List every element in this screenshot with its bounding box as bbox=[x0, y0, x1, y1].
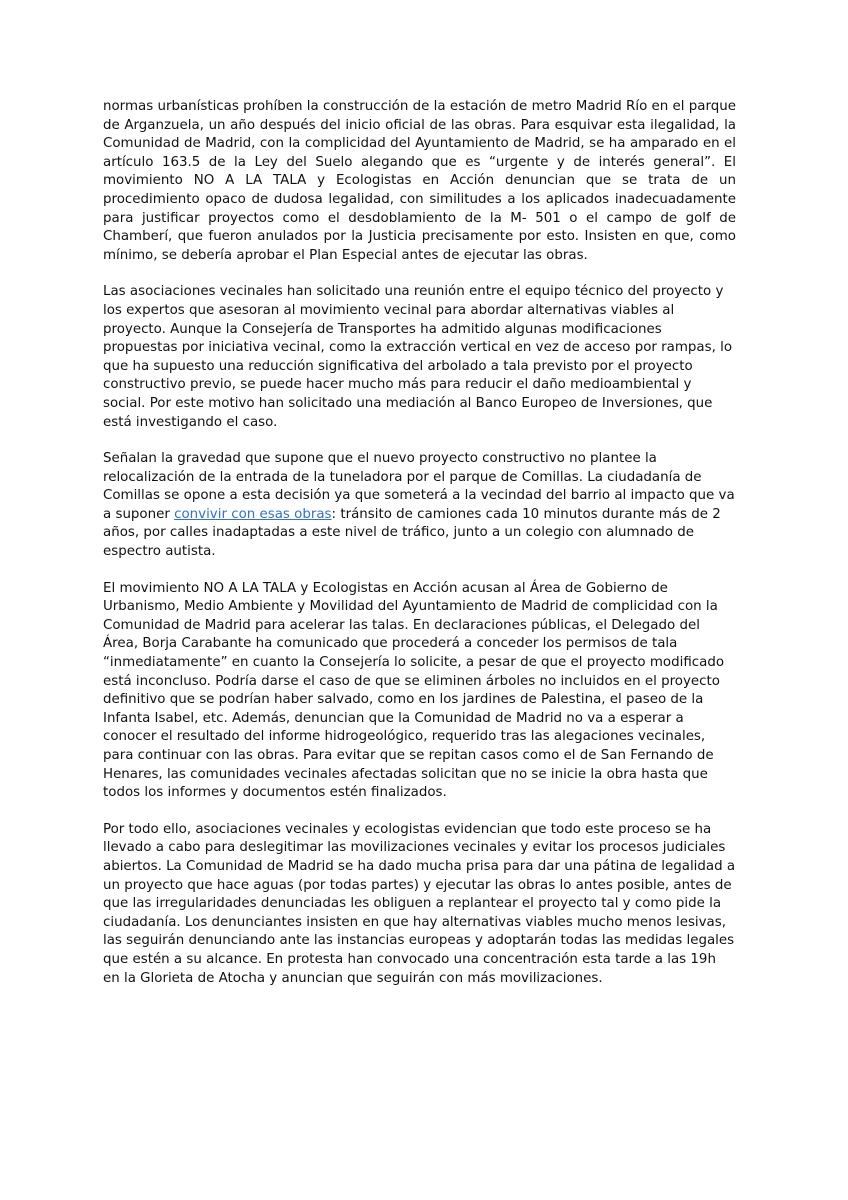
paragraph-5: Por todo ello, asociaciones vecinales y ecologistas evidencian que todo este proceso se ha llevado a cabo para deslegitimar las movilizaciones vecinales y evitar los procesos judiciales abiertos. La Comunidad de Madrid se ha dado mucha prisa para dar una pátina de legalidad a un proyecto que hace aguas (por todas partes) y ejecutar las obras lo antes posible, antes de que las irregularidades denunciadas les obliguen a replantear el proyecto tal y como pide la ciudadanía. Los denunciantes insisten en que hay alternativas viables mucho menos lesivas, las seguirán denunciando ante las instancias europeas y adoptarán todas las medidas legales que estén a su alcance. En protesta han convocado una concentración esta tarde a las 19h en la Glorieta de Atocha y anuncian que seguirán con más movilizaciones. bbox=[103, 821, 736, 986]
document-body bbox=[103, 98, 736, 1006]
paragraph-4: El movimiento NO A LA TALA y Ecologistas en Acción acusan al Área de Gobierno de Urbanismo, Medio Ambiente y Movilidad del Ayuntamiento de Madrid de complicidad con la Comunidad de Madrid para acelerar las talas. En declaraciones públicas, el Delegado del Área, Borja Carabante ha comunicado que procederá a conceder los permisos de tala “inmediatamente” en cuanto la Consejería lo solicite, a pesar de que el proyecto modificado está inconcluso. Podría darse el caso de que se eliminen árboles no incluidos en el proyecto definitivo que se podrían haber salvado, como en los jardines de Palestina, el paseo de la Infanta Isabel, etc. Además, denuncian que la Comunidad de Madrid no va a esperar a conocer el resultado del informe hidrogeológico, requerido tras las alegaciones vecinales, para continuar con las obras. Para evitar que se repitan casos como el de San Fernando de Henares, las comunidades vecinales afectadas solicitan que no se inicie la obra hasta que todos los informes y documentos estén finalizados. bbox=[103, 580, 725, 801]
convivir-con-esas-obras-link[interactable]: convivir con esas obras bbox=[174, 506, 332, 522]
paragraph-1: normas urbanísticas prohíben la construcción de la estación de metro Madrid Río en el parque de Arganzuela, un año después del inicio oficial de las obras. Para esquivar esta ilegalidad, la Comunidad de Madrid, con la complicidad del Ayuntamiento de Madrid, se ha amparado en el artículo 163.5 de la Ley del Suelo alegando que es “urgente y de interés general”. El movimiento NO A LA TALA y Ecologistas en Acción denuncian que se trata de un procedimiento opaco de dudosa legalidad, con similitudes a los aplicados inadecuadamente para justificar proyectos como el desdoblamiento de la M- 501 o el campo de golf de Chamberí, que fueron anulados por la Justicia precisamente por esto. Insisten en que, como mínimo, se debería aprobar el Plan Especial antes de ejecutar las obras. bbox=[103, 99, 736, 263]
paragraph-2: Las asociaciones vecinales han solicitado una reunión entre el equipo técnico del proyecto y los expertos que asesoran al movimiento vecinal para abordar alternativas viables al proyecto. Aunque la Consejería de Transportes ha admitido algunas modificaciones propuestas por iniciativa vecinal, como la extracción vertical en vez de acceso por rampas, lo que ha supuesto una reducción significativa del arbolado a tala previsto por el proyecto constructivo previo, se puede hacer mucho más para reducir el daño medioambiental y social. Por este motivo han solicitado una mediación al Banco Europeo de Inversiones, que está investigando el caso. bbox=[103, 284, 733, 430]
paragraph-3 bbox=[103, 450, 736, 562]
paragraph-3-text-after-link: : tránsito de camiones cada 10 minutos durante más de 2 años, por calles inadaptadas a este nivel de tráfico, junto a un colegio con alumnado de espectro autista. bbox=[103, 506, 721, 560]
paragraph-3-text-before-link: Señalan la gravedad que supone que el nuevo proyecto constructivo no plantee la relocalización de la entrada de la tuneladora por el parque de Comillas. La ciudadanía de Comillas se opone a esta decisión ya que someterá a la vecindad del barrio al impacto que va a suponer bbox=[103, 451, 735, 522]
